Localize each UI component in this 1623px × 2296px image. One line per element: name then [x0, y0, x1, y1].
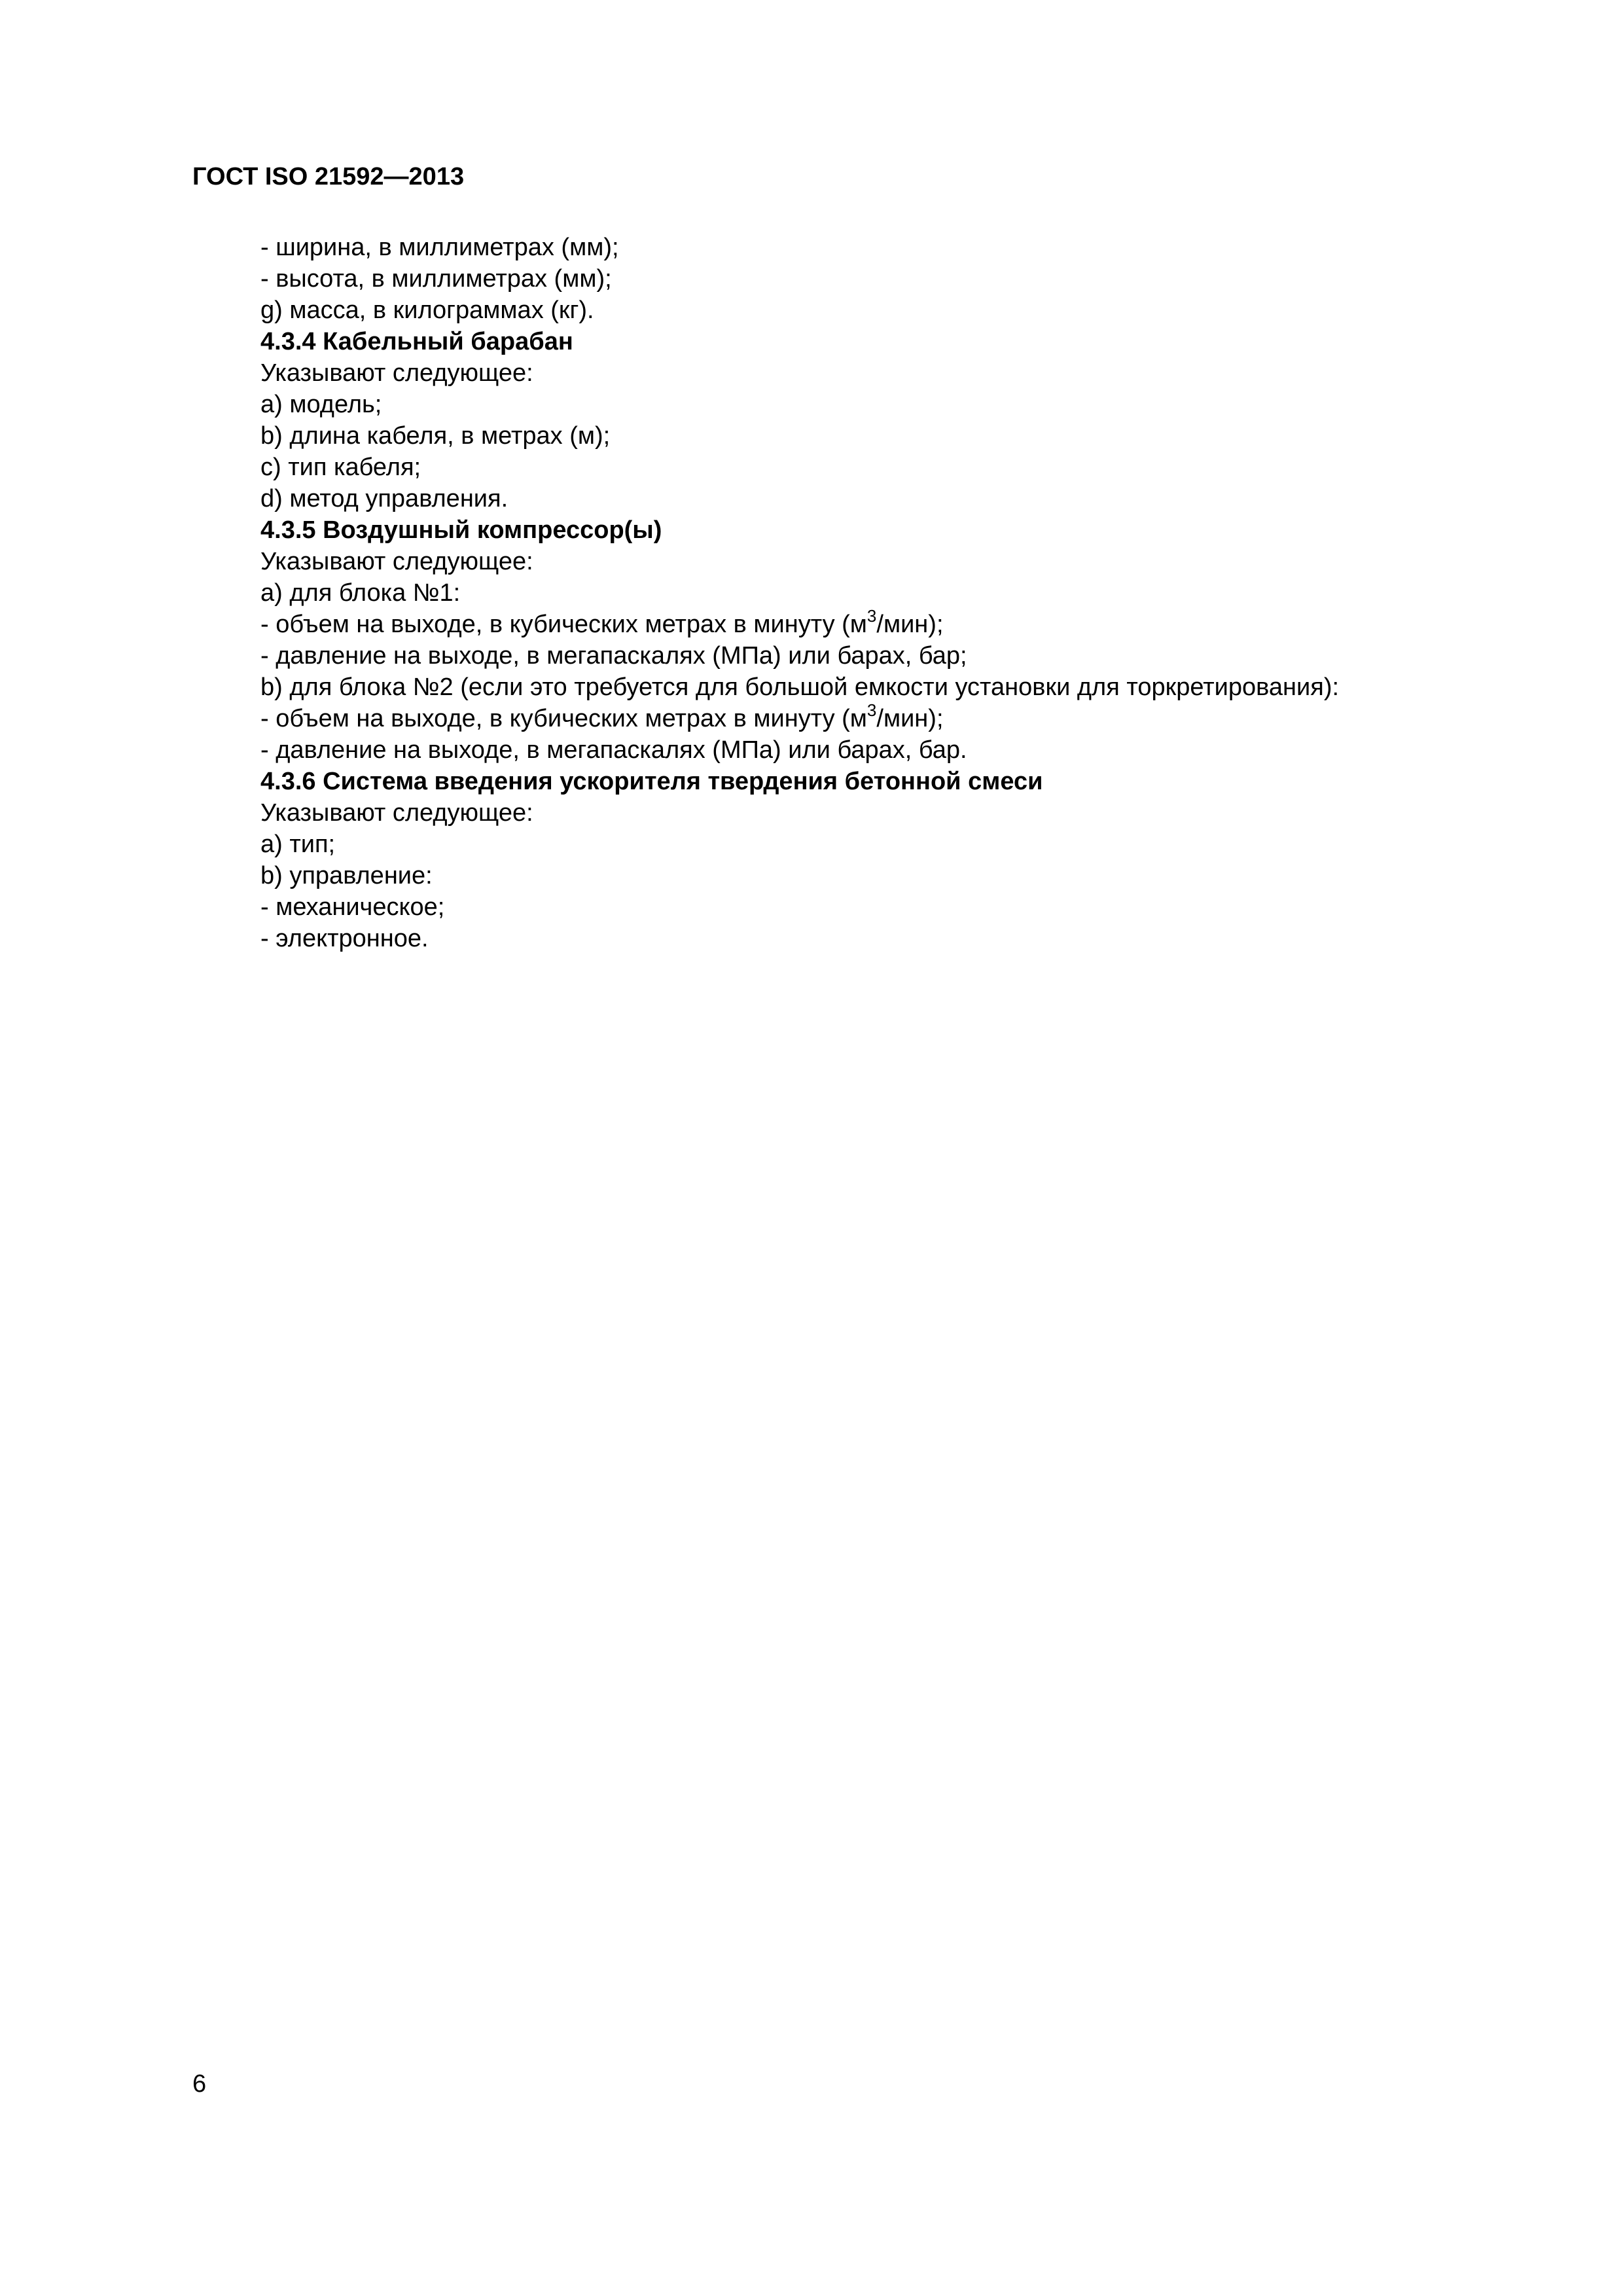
text-segment: /мин);: [876, 705, 944, 732]
text-segment: /мин);: [876, 611, 944, 638]
section-heading: 4.3.5 Воздушный компрессор(ы): [260, 516, 662, 544]
list-item: - давление на выходе, в мегапаскалях (МПа) или барах, бар.: [260, 736, 967, 764]
list-item: - ширина, в миллиметрах (мм);: [260, 234, 619, 261]
paragraph: Указывают следующее:: [260, 548, 533, 575]
superscript: 3: [866, 700, 877, 721]
page-number: 6: [192, 2070, 207, 2098]
list-item: d) метод управления.: [260, 485, 508, 512]
list-item: b) управление:: [260, 862, 433, 889]
list-item: b) для блока №2 (если это требуется для большой емкости установки для торкретирования):: [260, 673, 1340, 701]
text-segment: - объем на выходе, в кубических метрах в минуту (м: [260, 705, 867, 732]
list-item: - давление на выходе, в мегапаскалях (МПа) или барах, бар;: [260, 642, 967, 670]
section-heading: 4.3.4 Кабельный барабан: [260, 328, 573, 355]
list-item: a) тип;: [260, 831, 336, 858]
paragraph: Указывают следующее:: [260, 799, 533, 827]
document-header: ГОСТ ISO 21592—2013: [192, 163, 465, 190]
paragraph: Указывают следующее:: [260, 359, 533, 387]
list-item: [260, 606, 1543, 640]
list-item: b) длина кабеля, в метрах (м);: [260, 422, 611, 450]
list-item: c) тип кабеля;: [260, 454, 421, 481]
superscript: 3: [866, 606, 877, 626]
list-item: - электронное.: [260, 925, 429, 952]
text-segment: - объем на выходе, в кубических метрах в минуту (м: [260, 611, 867, 638]
section-heading: 4.3.6 Система введения ускорителя твердения бетонной смеси: [260, 768, 1043, 795]
list-item: g) масса, в килограммах (кг).: [260, 296, 594, 324]
document-body: [260, 232, 1543, 954]
list-item: - механическое;: [260, 893, 445, 921]
list-item: a) для блока №1:: [260, 579, 461, 607]
list-item: [260, 700, 1543, 734]
list-item: - высота, в миллиметрах (мм);: [260, 265, 612, 293]
list-item: a) модель;: [260, 391, 382, 418]
